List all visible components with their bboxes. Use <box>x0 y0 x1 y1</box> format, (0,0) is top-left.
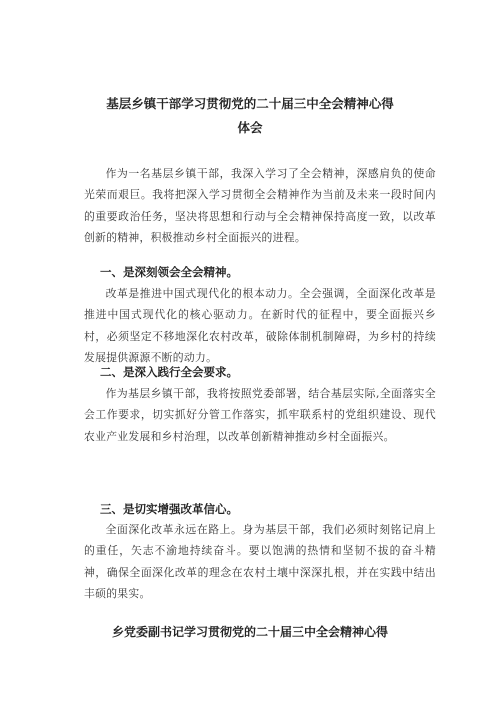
intro-paragraph: 作为一名基层乡镇干部，我深入学习了全会精神，深感肩负的使命光荣而艰巨。我将把深入学习贯彻全会精神作为当前及未来一段时间内的重要政治任务，坚决将思想和行动与全会精神保持高度一致，以改革创新的精神，积极推动乡村全面振兴的进程。 <box>84 167 436 244</box>
document-title-continued: 体会 <box>237 120 263 135</box>
section-heading-3: 三、是切实增强改革信心。 <box>100 502 238 516</box>
section-body-1: 改革是推进中国式现代化的根本动力。全会强调，全面深化改革是推进中国式现代化的核心驱动力。在新时代的征程中，要全面振兴乡村，必须坚定不移地深化农村改革，破除体制机制障碍，为乡村的持续发展提供源源不断的动力。 <box>84 287 436 364</box>
next-article-title: 乡党委副书记学习贯彻党的二十届三中全会精神心得 <box>111 625 388 639</box>
section-body-3: 全面深化改革永远在路上。身为基层干部，我们必须时刻铭记肩上的重任，矢志不渝地持续奋斗。要以饱满的热情和坚韧不拔的奋斗精神，确保全面深化改革的理念在农村土壤中深深扎根，并在实践中结出丰硕的果实。 <box>84 523 436 600</box>
document-title: 基层乡镇干部学习贯彻党的二十届三中全会精神心得 <box>106 96 394 111</box>
section-heading-1: 一、是深刻领会全会精神。 <box>100 265 238 279</box>
section-body-2: 作为基层乡镇干部，我将按照党委部署，结合基层实际,全面落实全会工作要求，切实抓好分管工作落实，抓牢联系村的党组织建设、现代农业产业发展和乡村治理，以改革创新精神推动乡村全面振兴。 <box>84 387 436 443</box>
section-heading-2: 二、是深入践行全会要求。 <box>100 365 238 379</box>
